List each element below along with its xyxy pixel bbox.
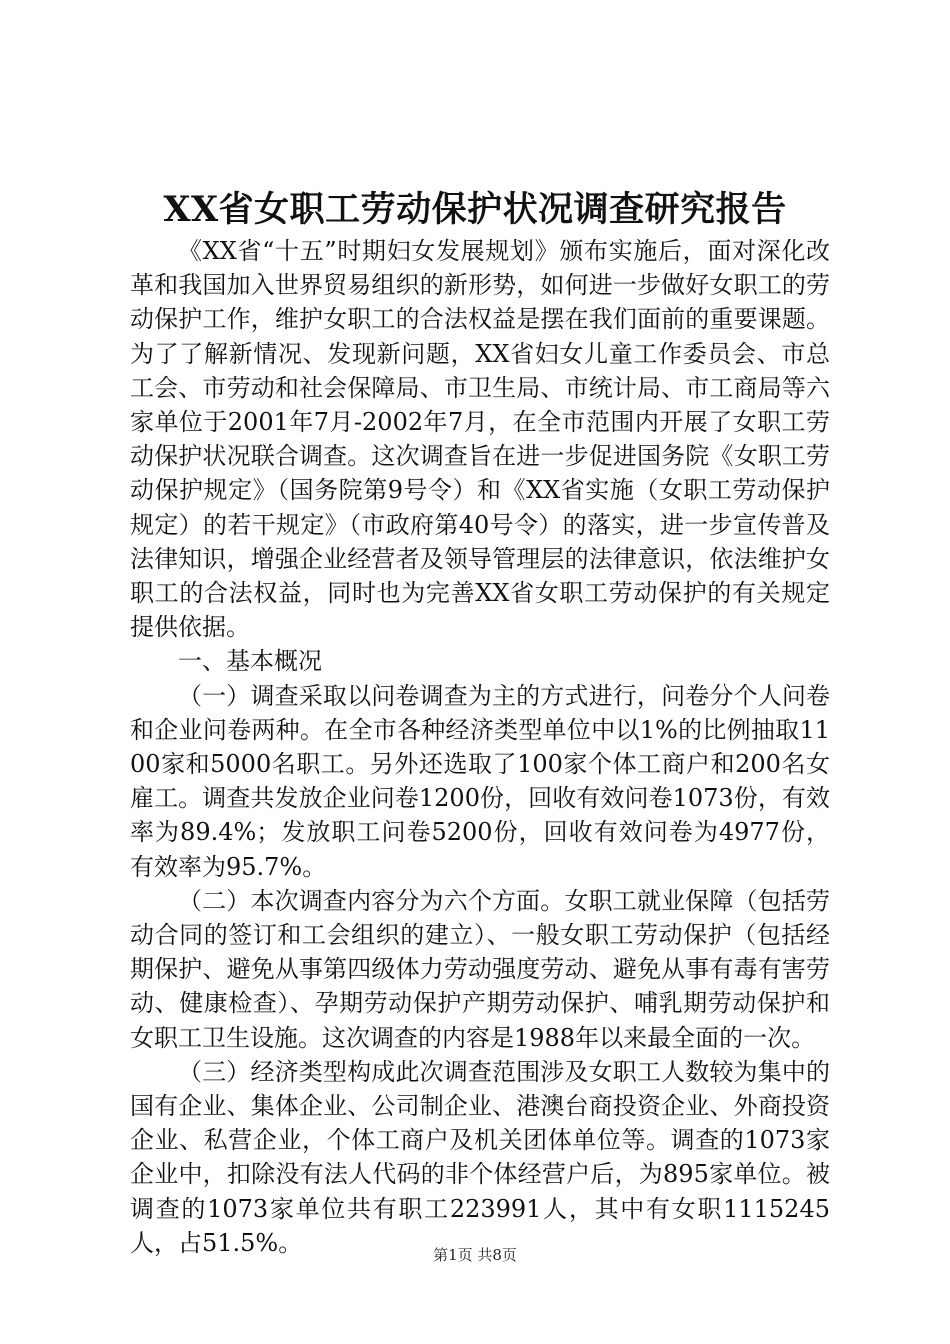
paragraph-survey-method: （一）调查采取以问卷调查为主的方式进行，问卷分个人问卷和企业问卷两种。在全市各种经济类型单位中以1%的比例抽取1100家和5000名职工。另外还选取了100家个体工商户和200名女雇工。调查共发放企业问卷1200份，回收有效问卷1073份，有效率为89.4%；发放职工问卷5200份，回收有效问卷为4977份，有效率为95.7%。	[130, 681, 830, 881]
page-number-footer: 第1页 共8页	[433, 1246, 517, 1264]
paragraph-economic-types: （三）经济类型构成此次调查范围涉及女职工人数较为集中的国有企业、集体企业、公司制企业、港澳台商投资企业、外商投资企业、私营企业，个体工商户及机关团体单位等。调查的1073家企业中，扣除没有法人代码的非个体经营户后，为895家单位。被调查的1073家单位共有职工223991人，其中有女职1115245人，占51.5%。	[130, 1057, 830, 1257]
document-body	[130, 234, 830, 1260]
paragraph-survey-content: （二）本次调查内容分为六个方面。女职工就业保障（包括劳动合同的签订和工会组织的建立）、一般女职工劳动保护（包括经期保护、避免从事第四级体力劳动强度劳动、避免从事有毒有害劳动、健康检查）、孕期劳动保护产期劳动保护、哺乳期劳动保护和女职工卫生设施。这次调查的内容是1988年以来最全面的一次。	[130, 886, 830, 1052]
section-heading-basic-overview: 一、基本概况	[178, 647, 322, 676]
document-title: XX省女职工劳动保护状况调查研究报告	[163, 189, 787, 230]
paragraph-intro: 《XX省“十五”时期妇女发展规划》颁布实施后，面对深化改革和我国加入世界贸易组织的新形势，如何进一步做好女职工的劳动保护工作，维护女职工的合法权益是摆在我们面前的重要课题。为了了解新情况、发现新问题，XX省妇女儿童工作委员会、市总工会、市劳动和社会保障局、市卫生局、市统计局、市工商局等六家单位于2001年7月-2002年7月，在全市范围内开展了女职工劳动保护状况联合调查。这次调查旨在进一步促进国务院《女职工劳动保护规定》（国务院第9号令）和《XX省实施（女职工劳动保护规定）的若干规定》（市政府第40号令）的落实，进一步宣传普及法律知识，增强企业经营者及领导管理层的法律意识，依法维护女职工的合法权益，同时也为完善XX省女职工劳动保护的有关规定提供依据。	[130, 237, 830, 642]
